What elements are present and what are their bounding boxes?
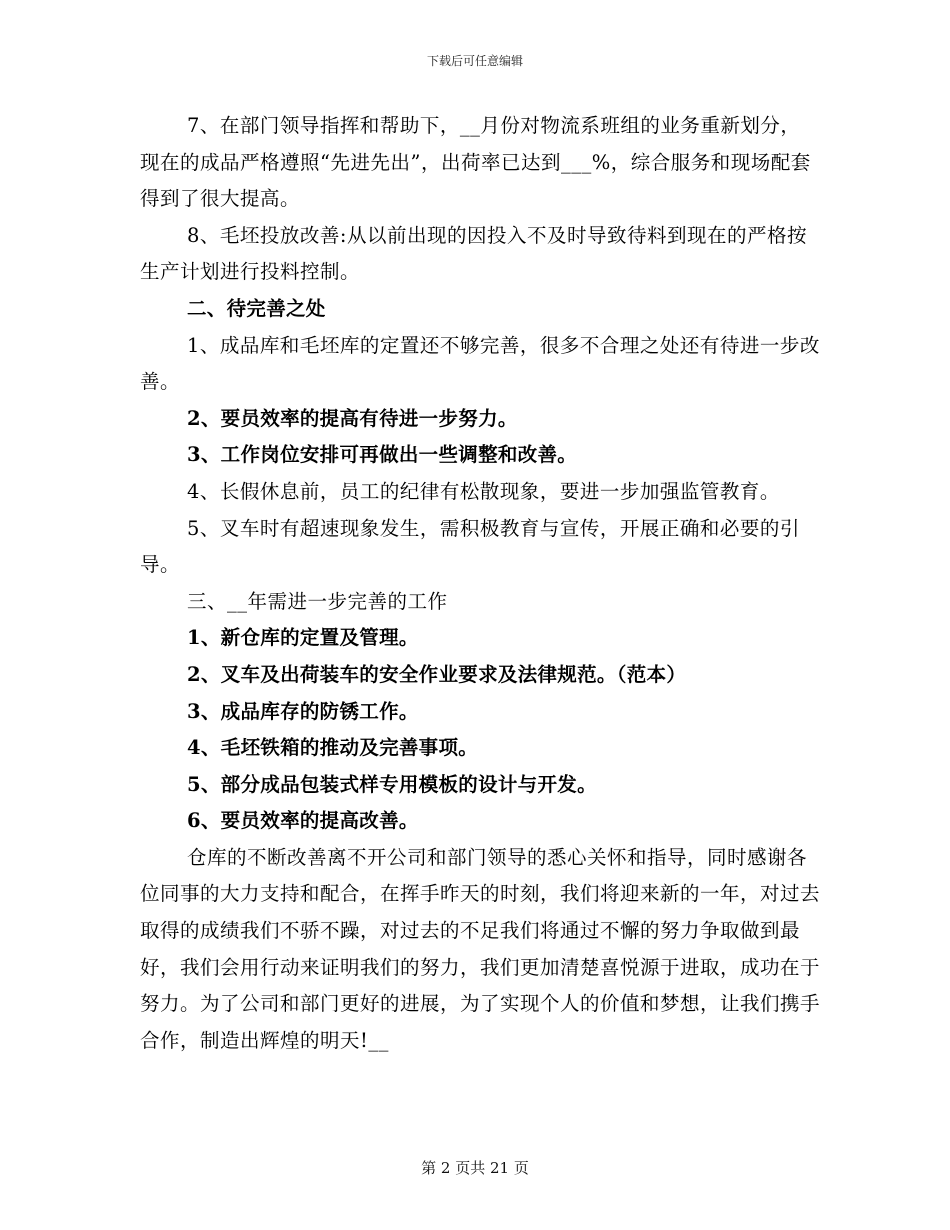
closing-paragraph: 仓库的不断改善离不开公司和部门领导的悉心关怀和指导，同时感谢各位同事的大力支持和配合，在挥手昨天的时刻，我们将迎来新的一年，对过去取得的成绩我们不骄不躁，对过去的不足我们将通过不懈的努力争取做到最好，我们会用行动来证明我们的努力，我们更加清楚喜悦源于进取，成功在于努力。为了公司和部门更好的进展，为了实现个人的价值和梦想，让我们携手合作，制造出辉煌的明天!__	[140, 845, 821, 1052]
improve-item-1: 1、成品库和毛坯库的定置还不够完善，很多不合理之处还有待进一步改善。	[140, 333, 820, 394]
next-year-item-6: 6、要员效率的提高改善。	[187, 809, 419, 833]
page-header: 下载后可任意编辑	[426, 54, 523, 68]
next-year-item-5: 5、部分成品包装式样专用模板的设计与开发。	[187, 772, 597, 796]
section-heading-to-improve: 二、待完善之处	[187, 296, 326, 320]
next-year-item-2: 2、叉车及出荷装车的安全作业要求及法律规范。（范本）	[187, 662, 687, 686]
improve-item-2: 2、要员效率的提高有待进一步努力。	[187, 406, 518, 430]
next-year-item-1: 1、新仓库的定置及管理。	[187, 626, 419, 650]
improve-item-4: 4、长假休息前，员工的纪律有松散现象，要进一步加强监管教育。	[187, 479, 780, 503]
next-year-item-3: 3、成品库存的防锈工作。	[187, 699, 419, 723]
paragraph-7-logistics: 7、在部门领导指挥和帮助下，__月份对物流系班组的业务重新划分，现在的成品严格遵照“先进先出”，出荷率已达到___%，综合服务和现场配套得到了很大提高。	[140, 114, 811, 211]
page-number: 第 2 页共 21 页	[421, 1159, 529, 1177]
improve-item-5: 5、叉车时有超速现象发生，需积极教育与宣传，开展正确和必要的引导。	[140, 516, 800, 577]
improve-item-3: 3、工作岗位安排可再做出一些调整和改善。	[187, 443, 578, 467]
section-heading-next-year: 三、__年需进一步完善的工作	[187, 589, 448, 613]
next-year-item-4: 4、毛坯铁箱的推动及完善事项。	[187, 736, 479, 760]
document-body	[140, 108, 820, 1059]
paragraph-8-blank-feeding: 8、毛坯投放改善:从以前出现的因投入不及时导致待料到现在的严格按生产计划进行投料控制。	[140, 223, 807, 284]
